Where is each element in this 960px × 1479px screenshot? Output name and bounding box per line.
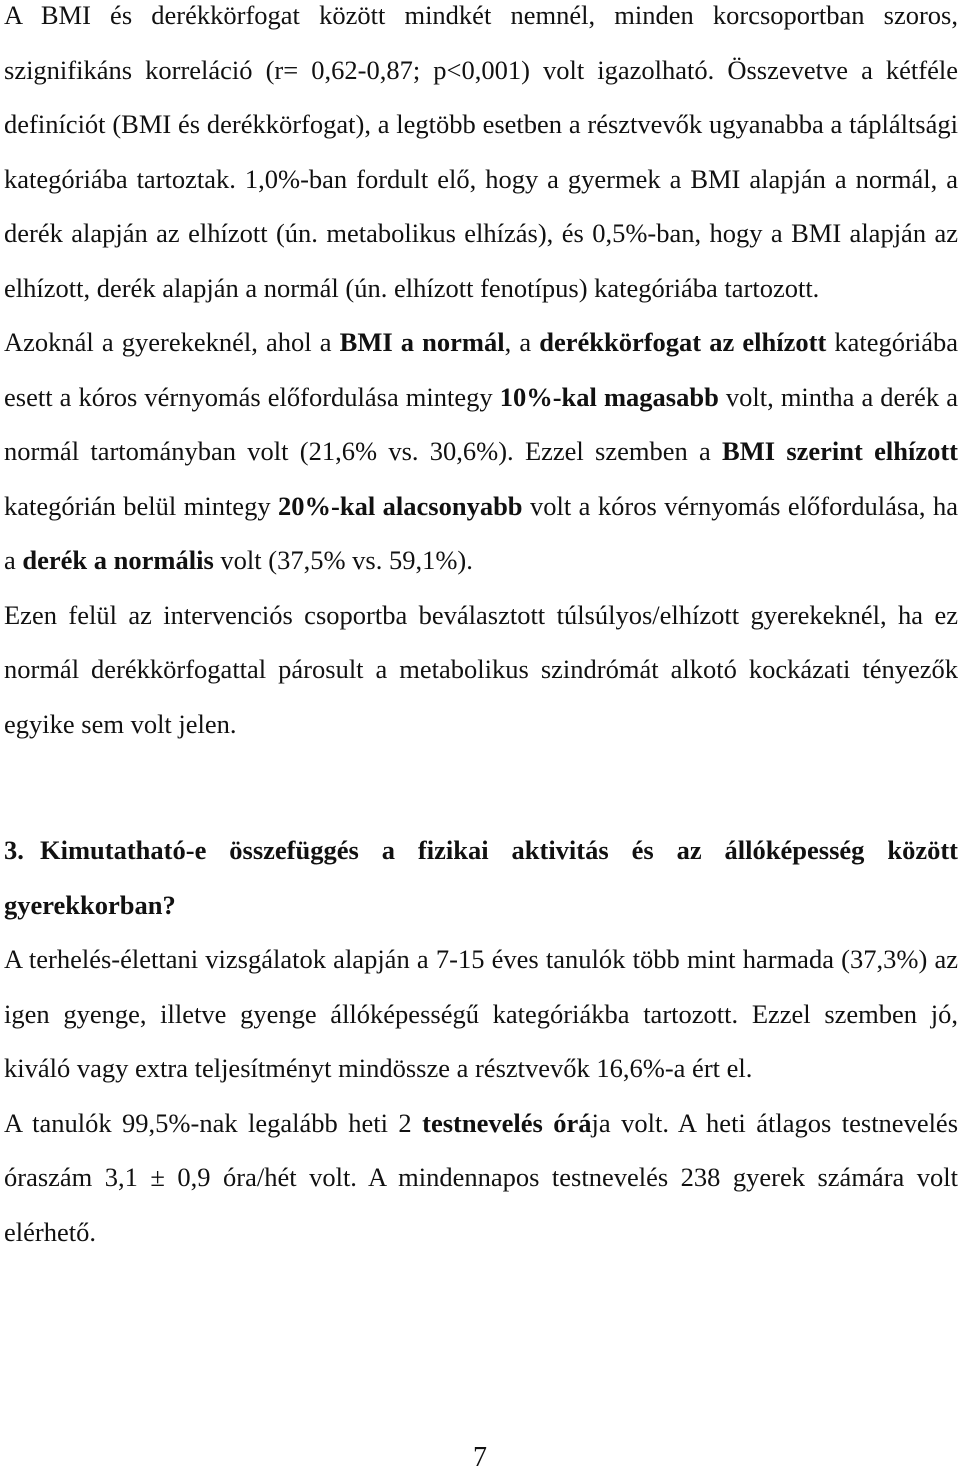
bold-span: testnevelés órá [422,1107,592,1138]
text-span: volt, mintha a derék a normál tartományban volt (21,6% vs. 30,6%). Ezzel szemben a [4,381,958,466]
bold-span: derékkörfogat az elhízott [539,327,827,357]
text-span: A tanulók 99,5%-nak legalább heti 2 [4,1107,423,1138]
section-title: Kimutatható-e összefüggés a fizikai aktivitás és az állóképesség között gyerekkorban? [4,835,958,920]
paragraph-pe-classes [4,1096,958,1260]
paragraph-intervention: Ezen felül az intervenciós csoportba beválasztott túlsúlyos/elhízott gyerekeknél, ha ez normál derékkörfogattal párosult a metabolikus szindrómát alkotó kockázati tényezők egyike sem volt jelen. [4,599,958,739]
page-number: 7 [473,1442,487,1473]
text-span: kategórián belül mintegy [4,490,279,521]
text-span: , a [504,327,540,357]
bold-span: 20%-kal alacsonyabb [278,490,523,521]
text-span: Azoknál a gyerekeknél, ahol a [4,327,340,357]
text-span: volt a kóros vérnyomás előfordulása, ha a [4,490,958,575]
document-page [4,0,958,1259]
bold-span: BMI szerint elhízott [722,436,958,466]
text-span: volt (37,5% vs. 59,1%). [213,545,473,575]
paragraph-blood-pressure [4,315,958,588]
text-span: kategóriába esett a kóros vérnyomás előfordulása mintegy [4,327,958,412]
bold-span: derék a normális [22,545,214,575]
bold-span: 10%-kal magasabb [499,381,719,412]
paragraph-fitness: A terhelés-élettani vizsgálatok alapján a 7-15 éves tanulók több mint harmada (37,3%) az igen gyenge, illetve gyenge állóképességű kategóriákba tartozott. Ezzel szemben jó, kiváló vagy extra teljesítményt mindössze a résztvevők 16,6%-a ért el. [4,944,958,1083]
paragraph-bmi-correlation: A BMI és derékkörfogat között mindkét nemnél, minden korcsoportban szoros, szignifikáns korreláció (r= 0,62-0,87; p<0,001) volt igazolható. Összevetve a kétféle definíciót (BMI és derékkörfogat), a legtöbb esetben a résztvevők ugyanabba a tápláltsági kategóriába tartoztak. 1,0%-ban fordult elő, hogy a gyermek a BMI alapján a normál, a derék alapján az elhízott (ún. metabolikus elhízás), és 0,5%-ban, hogy a BMI alapján az elhízott, derék alapján a normál (ún. elhízott fenotípus) kategóriába tartozott. [4,0,958,303]
section-number: 3. [4,835,24,865]
section-heading [4,823,958,932]
text-span: ja volt. A heti átlagos testnevelés óraszám 3,1 ± 0,9 óra/hét volt. A mindennapos testnevelés 238 gyerek számára volt elérhető. [4,1107,959,1247]
bold-span: BMI a normál [339,327,505,357]
